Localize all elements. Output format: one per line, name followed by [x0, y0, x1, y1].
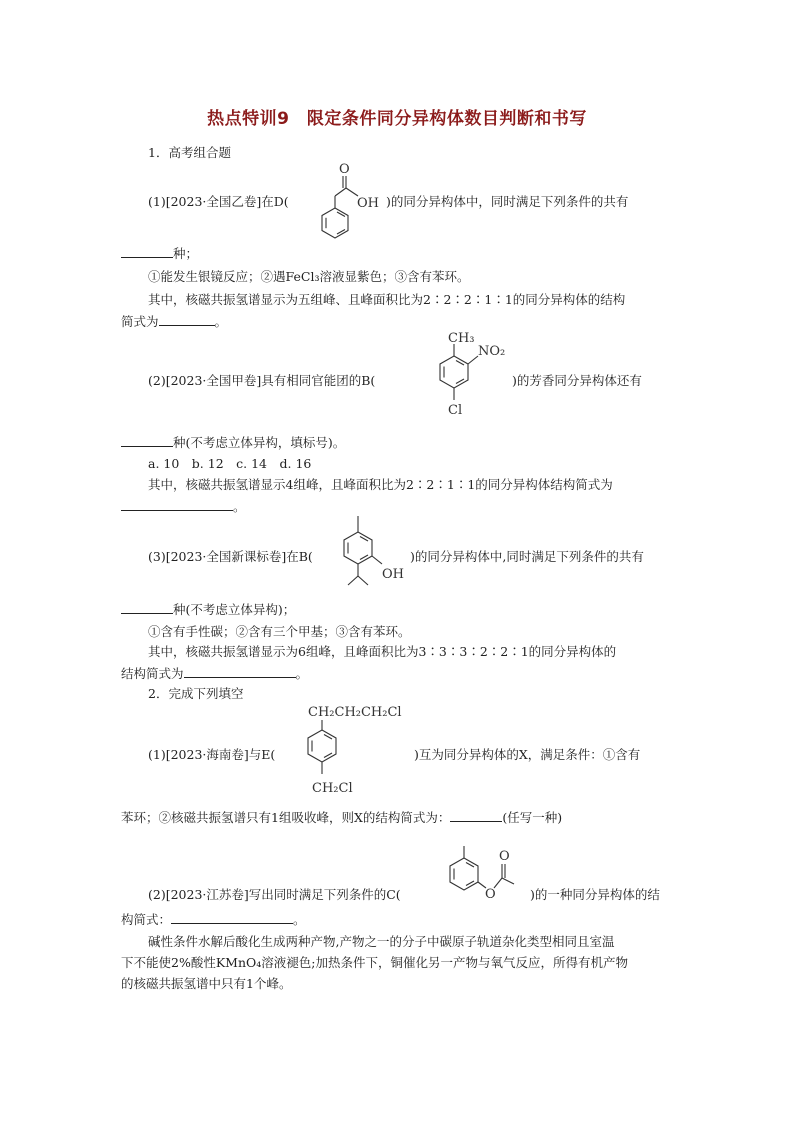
s2-q1-line2-end: (任写一种) — [502, 810, 563, 825]
answer-blank[interactable] — [184, 665, 296, 678]
s1-q3-stem-prefix: (3)[2023·全国新课标卷]在B( — [148, 549, 313, 564]
mol-d-oxygen-label: O — [339, 162, 350, 177]
s1-q2-nmr-line1: 其中，核磁共振氢谱显示4组峰，且峰面积比为2∶2∶1∶1的同分异构体结构简式为 — [148, 477, 613, 492]
molecule-b-chloronitrotoluene — [428, 330, 518, 430]
s2-q1-line2 — [121, 808, 562, 826]
s2-q1-stem-prefix: (1)[2023·海南卷]与E( — [148, 747, 276, 762]
molecule-b-thymol — [336, 510, 416, 592]
molecule-e-dichloride — [300, 700, 430, 800]
s1-q2-answer-line — [121, 433, 345, 451]
mol-c-carbonyl-oxygen-label: O — [499, 849, 510, 864]
s1-q3-answer-line — [121, 600, 295, 618]
answer-blank[interactable] — [159, 313, 215, 326]
answer-blank[interactable] — [171, 911, 293, 924]
s2-q2-line2 — [121, 910, 306, 928]
answer-blank[interactable] — [121, 498, 233, 511]
mol-b-methyl-label: CH₃ — [448, 331, 475, 346]
s1-q3-end: 。 — [295, 666, 309, 681]
s2-q1-stem-suffix: )互为同分异构体的X，满足条件：①含有 — [414, 747, 641, 762]
section-1-heading: 1．高考组合题 — [148, 145, 231, 160]
s1-q2-stem-prefix: (2)[2023·全国甲卷]具有相同官能团的B( — [148, 373, 376, 388]
s1-q1-nmr-line2: 简式为 。 — [121, 314, 228, 329]
s2-q2-stem-prefix: (2)[2023·江苏卷]写出同时满足下列条件的C( — [148, 887, 401, 902]
molecule-c-tolyl-acetate — [436, 838, 536, 908]
mol-thymol-hydroxyl-label: OH — [382, 567, 404, 582]
s1-q1-unit: 种； — [173, 246, 199, 261]
mol-e-top-chain-label: CH₂CH₂CH₂Cl — [308, 705, 402, 720]
mol-c-ester-oxygen-label: O — [485, 887, 496, 902]
s1-q1-conditions: ①能发生银镜反应；②遇FeCl₃溶液显紫色；③含有苯环。 — [148, 269, 470, 284]
s1-q3-conditions: ①含有手性碳；②含有三个甲基；③含有苯环。 — [148, 624, 411, 639]
s1-q3-nmr-line2 — [121, 664, 308, 682]
section-2-heading: 2．完成下列填空 — [148, 686, 244, 701]
s1-q1-nmr-line2-text: 简式为 — [121, 314, 159, 329]
molecule-d-phenylacetic-acid — [318, 160, 388, 240]
page-title: 热点特训9 限定条件同分异构体数目判断和书写 — [207, 109, 587, 129]
s1-q2-answer-line2 — [121, 497, 246, 515]
s1-q3-stem-suffix: )的同分异构体中,同时满足下列条件的共有 — [410, 549, 644, 564]
s2-q1-line2-text: 苯环；②核磁共振氢谱只有1组吸收峰，则X的结构简式为： — [121, 810, 451, 825]
s1-q3-nmr-line1: 其中，核磁共振氢谱显示为6组峰，且峰面积比为3∶3∶3∶2∶2∶1的同分异构体的 — [148, 644, 617, 659]
s1-q1-answer-line — [121, 244, 198, 262]
s2-q2-para3: 的核磁共振氢谱中只有1个峰。 — [121, 976, 292, 991]
s2-q2-stem-suffix: )的一种同分异构体的结 — [530, 887, 660, 902]
s1-q3-unit: 种(不考虑立体异构)； — [173, 602, 296, 617]
s1-q2-stem-suffix: )的芳香同分异构体还有 — [512, 373, 642, 388]
s1-q2-end: 。 — [233, 499, 246, 514]
answer-blank[interactable] — [121, 245, 173, 258]
answer-blank[interactable] — [121, 601, 173, 614]
s2-q2-end: 。 — [293, 912, 306, 927]
s2-q2-para2: 下不能使2%酸性KMnO₄溶液褪色;加热条件下，铜催化另一产物与氧气反应，所得有机产物 — [121, 955, 628, 970]
s2-q2-para1: 碱性条件水解后酸化生成两种产物,产物之一的分子中碳原子轨道杂化类型相同且室温 — [148, 934, 615, 949]
mol-d-hydroxyl-label: OH — [357, 196, 379, 211]
s1-q2-options: a. 10 b. 12 c. 14 d. 16 — [148, 456, 312, 471]
s1-q1-nmr-line1: 其中，核磁共振氢谱显示为五组峰、且峰面积比为2∶2∶2∶1∶1的同分异构体的结构 — [148, 292, 626, 307]
mol-b-nitro-label: NO₂ — [478, 344, 506, 359]
mol-b-chloro-label: Cl — [448, 403, 463, 418]
s1-q1-stem-suffix: )的同分异构体中，同时满足下列条件的共有 — [386, 194, 629, 209]
s1-q3-nmr-line2-text: 结构简式为 — [121, 666, 184, 681]
answer-blank[interactable] — [121, 434, 173, 447]
s1-q2-unit: 种(不考虑立体异构，填标号)。 — [173, 435, 346, 450]
answer-blank[interactable] — [450, 809, 502, 822]
s2-q2-line2-text: 构简式： — [121, 912, 172, 927]
s1-q1-stem-prefix: (1)[2023·全国乙卷]在D( — [148, 194, 289, 209]
mol-e-bottom-chain-label: CH₂Cl — [312, 781, 353, 796]
